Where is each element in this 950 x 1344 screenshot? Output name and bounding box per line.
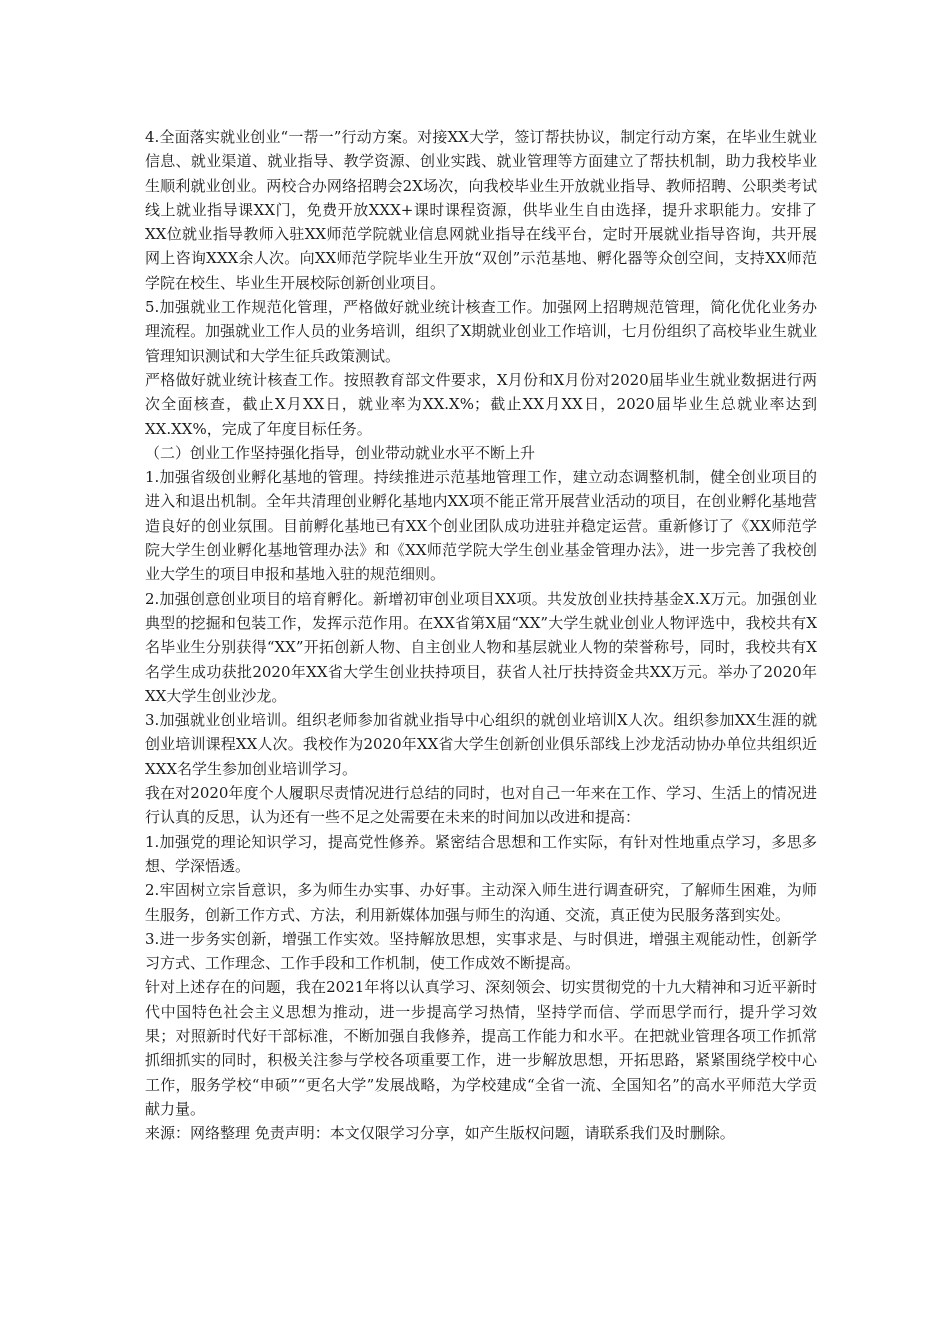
paragraph-action-plan: 4.全面落实就业创业“一帮一”行动方案。对接XX大学，签订帮扶协议，制定行动方案，在毕业生就业信息、就业渠道、就业指导、教学资源、创业实践、就业管理等方面建立了帮扶机制，助力我校毕业生顺利就业创业。两校合办网络招聘会2X场次，向我校毕业生开放就业指导、教师招聘、公职类考试线上就业指导课XX门，免费开放XXX+课时课程资源，供毕业生自由选择，提升求职能力。安排了XX位就业指导教师入驻XX师范学院就业信息网就业指导在线平台，定时开展就业指导咨询，共开展网上咨询XXX余人次。向XX师范学院毕业生开放“双创”示范基地、孵化器等众创空间，支持XX师范学院在校生、毕业生开展校际创新创业项目。 — [145, 128, 817, 292]
paragraph-future-plan: 针对上述存在的问题，我在2021年将以认真学习、深刻领会、切实贯彻党的十九大精神和习近平新时代中国特色社会主义思想为推动，进一步提高学习热情，坚持学而信、学而思学而行，提升学习效果；对照新时代好干部标准，不断加强自我修养，提高工作能力和水平。在把就业管理各项工作抓常抓细抓实的同时，积极关注参与学校各项重要工作，进一步解放思想，开拓思路，紧紧围绕学校中心工作，服务学校“申硕”“更名大学”发展战略，为学校建成“全省一流、全国知名”的高水平师范大学贡献力量。 — [145, 978, 817, 1118]
paragraph-improvement-2: 2.牢固树立宗旨意识，多为师生办实事、办好事。主动深入师生进行调查研究，了解师生困难，为师生服务，创新工作方式、方法，利用新媒体加强与师生的沟通、交流，真正使为民服务落到实处。 — [145, 881, 817, 924]
source-disclaimer: 来源：网络整理 免责声明：本文仅限学习分享，如产生版权问题，请联系我们及时删除。 — [145, 1124, 735, 1143]
paragraph-self-reflection: 我在对2020年度个人履职尽责情况进行总结的同时，也对自己一年来在工作、学习、生活上的情况进行认真的反思，认为还有一些不足之处需要在未来的时间加以改进和提高： — [145, 784, 817, 827]
section-heading-entrepreneurship: （二）创业工作坚持强化指导，创业带动就业水平不断上升 — [145, 443, 536, 462]
paragraph-statistics-check: 严格做好就业统计核查工作。按照教育部文件要求，X月份和X月份对2020届毕业生就业数据进行两次全面核查，截止X月XX日，就业率为XX.X%；截止XX月XX日，2020届毕业生总就业率达到XX.XX%，完成了年度目标任务。 — [145, 370, 817, 438]
paragraph-project-incubation: 2.加强创意创业项目的培育孵化。新增初审创业项目XX项。共发放创业扶持基金X.X万元。加强创业典型的挖掘和包装工作，发挥示范作用。在XX省第X届“XX”大学生就业创业人物评选中，我校共有X名毕业生分别获得“XX”开拓创新人物、自主创业人物和基层就业人物的荣誉称号，同时，我校共有X名学生成功获批2020年XX省大学生创业扶持项目，获省人社厅扶持资金共XX万元。举办了2020年XX大学生创业沙龙。 — [145, 589, 817, 705]
paragraph-standardized-management: 5.加强就业工作规范化管理，严格做好就业统计核查工作。加强网上招聘规范管理，简化优化业务办理流程。加强就业工作人员的业务培训，组织了X期就业创业工作培训，七月份组织了高校毕业生就业管理知识测试和大学生征兵政策测试。 — [145, 298, 817, 365]
paragraph-training: 3.加强就业创业培训。组织老师参加省就业指导中心组织的就创业培训X人次。组织参加XX生涯的就创业培训课程XX人次。我校作为2020年XX省大学生创新创业俱乐部线上沙龙活动协办单位共组织近XXX名学生参加创业培训学习。 — [145, 711, 817, 778]
paragraph-improvement-3: 3.进一步务实创新，增强工作实效。坚持解放思想，实事求是、与时俱进，增强主观能动性，创新学习方式、工作理念、工作手段和工作机制，使工作成效不断提高。 — [145, 929, 817, 973]
document-body — [145, 125, 817, 1145]
paragraph-improvement-1: 1.加强党的理论知识学习，提高党性修养。紧密结合思想和工作实际，有针对性地重点学习，多思多想、学深悟透。 — [145, 832, 817, 875]
paragraph-incubation-base: 1.加强省级创业孵化基地的管理。持续推进示范基地管理工作，建立动态调整机制，健全创业项目的进入和退出机制。全年共清理创业孵化基地内XX项不能正常开展营业活动的项目，在创业孵化基地营造良好的创业氛围。目前孵化基地已有XX个创业团队成功进驻并稳定运营。重新修订了《XX师范学院大学生创业孵化基地管理办法》和《XX师范学院大学生创业基金管理办法》，进一步完善了我校创业大学生的项目申报和基地入驻的规范细则。 — [145, 468, 817, 584]
